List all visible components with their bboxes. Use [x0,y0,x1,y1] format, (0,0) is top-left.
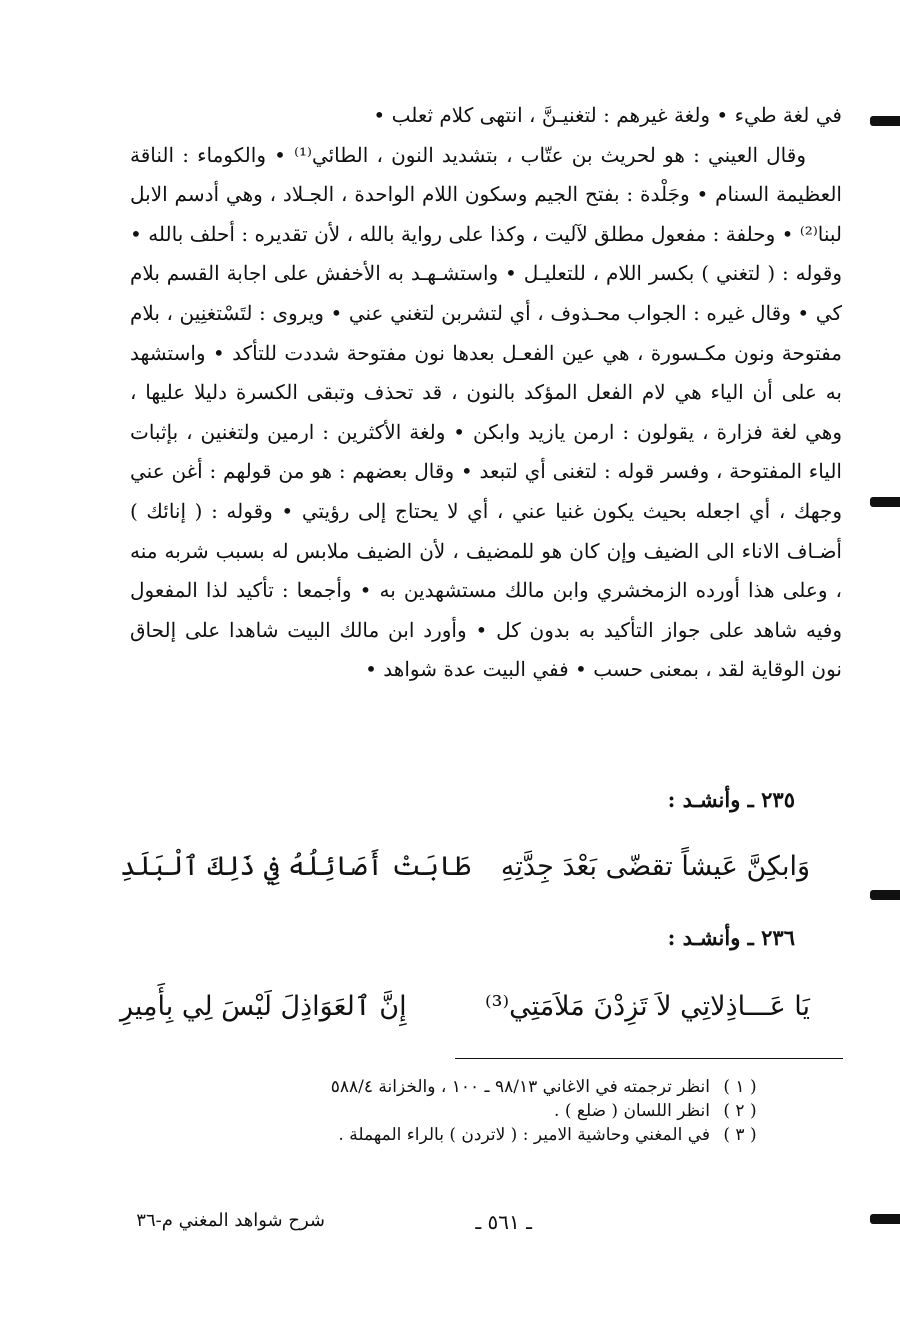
paragraph-commentary: وقال العيني : هو لحريث بن عتّاب ، بتشديد النون ، الطائي⁽¹⁾ • والكوماء : الناقة العظيمة السنام • وجَلْدة : بفتح الجيم وسكون اللام الواحدة ، الجـلاد ، وهي أدسم الابل لبنا⁽²⁾ • وحلفة : مفعول مطلق لآليت ، وكذا على رواية بالله ، لأن تقديره : أحلف بالله • وقوله : ( لتغني ) بكسر اللام ، للتعليـل • واستشـهـد به الأخفش على اجابة القسم بلام كي • وقال غيره : الجواب محـذوف ، أي لتشربن لتغني عني • ويروى : لتَسْتغنِين ، بلام مفتوحة ونون مكـسورة ، هي عين الفعـل بعدها نون مفتوحة شددت للتأكد • واستشهد به على أن الياء هي لام الفعل المؤكد بالنون ، قد تحذف وتبقى الكسرة دليلا عليها ، وهي لغة فزارة ، يقولون : ارمن يازيد وابكن • ولغة الأكثرين : ارمين ولتغنين ، بإثبات الياء المفتوحة ، وفسر قوله : لتغنى أي لتبعد • وقال بعضهم : هو من قولهم : أغن عني وجهك ، أي اجعله بحيث يكون غنيا عني ، أي لا يحتاج إلى رؤيتي • وقوله : ( إنائك ) أضـاف الاناء الى الضيف وإن كان هو للمضيف ، لأن الضيف ملابس له بسبب شربه منه ، وعلى هذا أورده الزمخشري وابن مالك مستشهدين به • وأجمعا : تأكيد لذا المفعول وفيه شاهد على جواز التأكيد به بدون كل • وأورد ابن مالك البيت شاهدا على إلحاق نون الوقاية لقد ، بمعنى حسب • ففي البيت عدة شواهد • [130,142,842,682]
footnote-text: انظر اللسان ( ضلع ) . [554,1101,710,1121]
verse-hemistich-second: إِنَّ ٱلعَوَاذِلَ لَيْسَ لِي بِأَمِيرِ [120,990,407,1022]
verse-hemistich-first: يَا عَـــاذِلاتِي لاَ تَزِدْنَ مَلاَمَتِي⁽³⁾ [484,990,810,1022]
footnote-number: ( ٢ ) [723,1101,757,1121]
footnote-number: ( ١ ) [723,1077,757,1097]
footnote-separator [455,1058,843,1059]
scan-edge-mark [870,116,900,126]
scan-edge-mark [870,497,900,507]
footnote-item [331,1099,770,1123]
footnote-item [331,1075,770,1099]
poem-verse-236 [120,978,810,1034]
body-text [130,96,842,690]
page-number: ـ ٥٦١ ـ [475,1210,532,1234]
verse-hemistich-first: وَابكِنَّ عَيشاً تقضّى بَعْدَ جِدَّتِهِ [500,850,810,882]
poem-heading-235: ٢٣٥ ـ وأنشـد : [667,787,795,812]
footnote-text: انظر ترجمته في الاغاني ٩٨/١٣ ـ ١٠٠ ، والخزانة ٥٨٨/٤ [330,1077,710,1097]
scan-edge-mark [870,890,900,900]
scan-edge-mark [870,1214,900,1224]
paragraph-continuation: في لغة طيء • ولغة غيرهم : لتغنيـنَّ ، انتهى كلام ثعلب • [373,103,842,127]
footnote-text: في المغني وحاشية الامير : ( لاتردن ) بالراء المهملة . [338,1125,710,1145]
poem-verse-235 [120,838,810,894]
footnote-number: ( ٣ ) [723,1125,757,1145]
poem-heading-236: ٢٣٦ ـ وأنشـد : [667,925,795,950]
footnote-item [331,1123,770,1147]
footnotes [331,1075,770,1147]
verse-hemistich-second: طَابَتْ أَصَائِلُهُ فِي ذَلِكَ ٱلْبَلَدِ [120,850,471,882]
book-title: شرح شواهد المغني م-٣٦ [136,1210,325,1231]
